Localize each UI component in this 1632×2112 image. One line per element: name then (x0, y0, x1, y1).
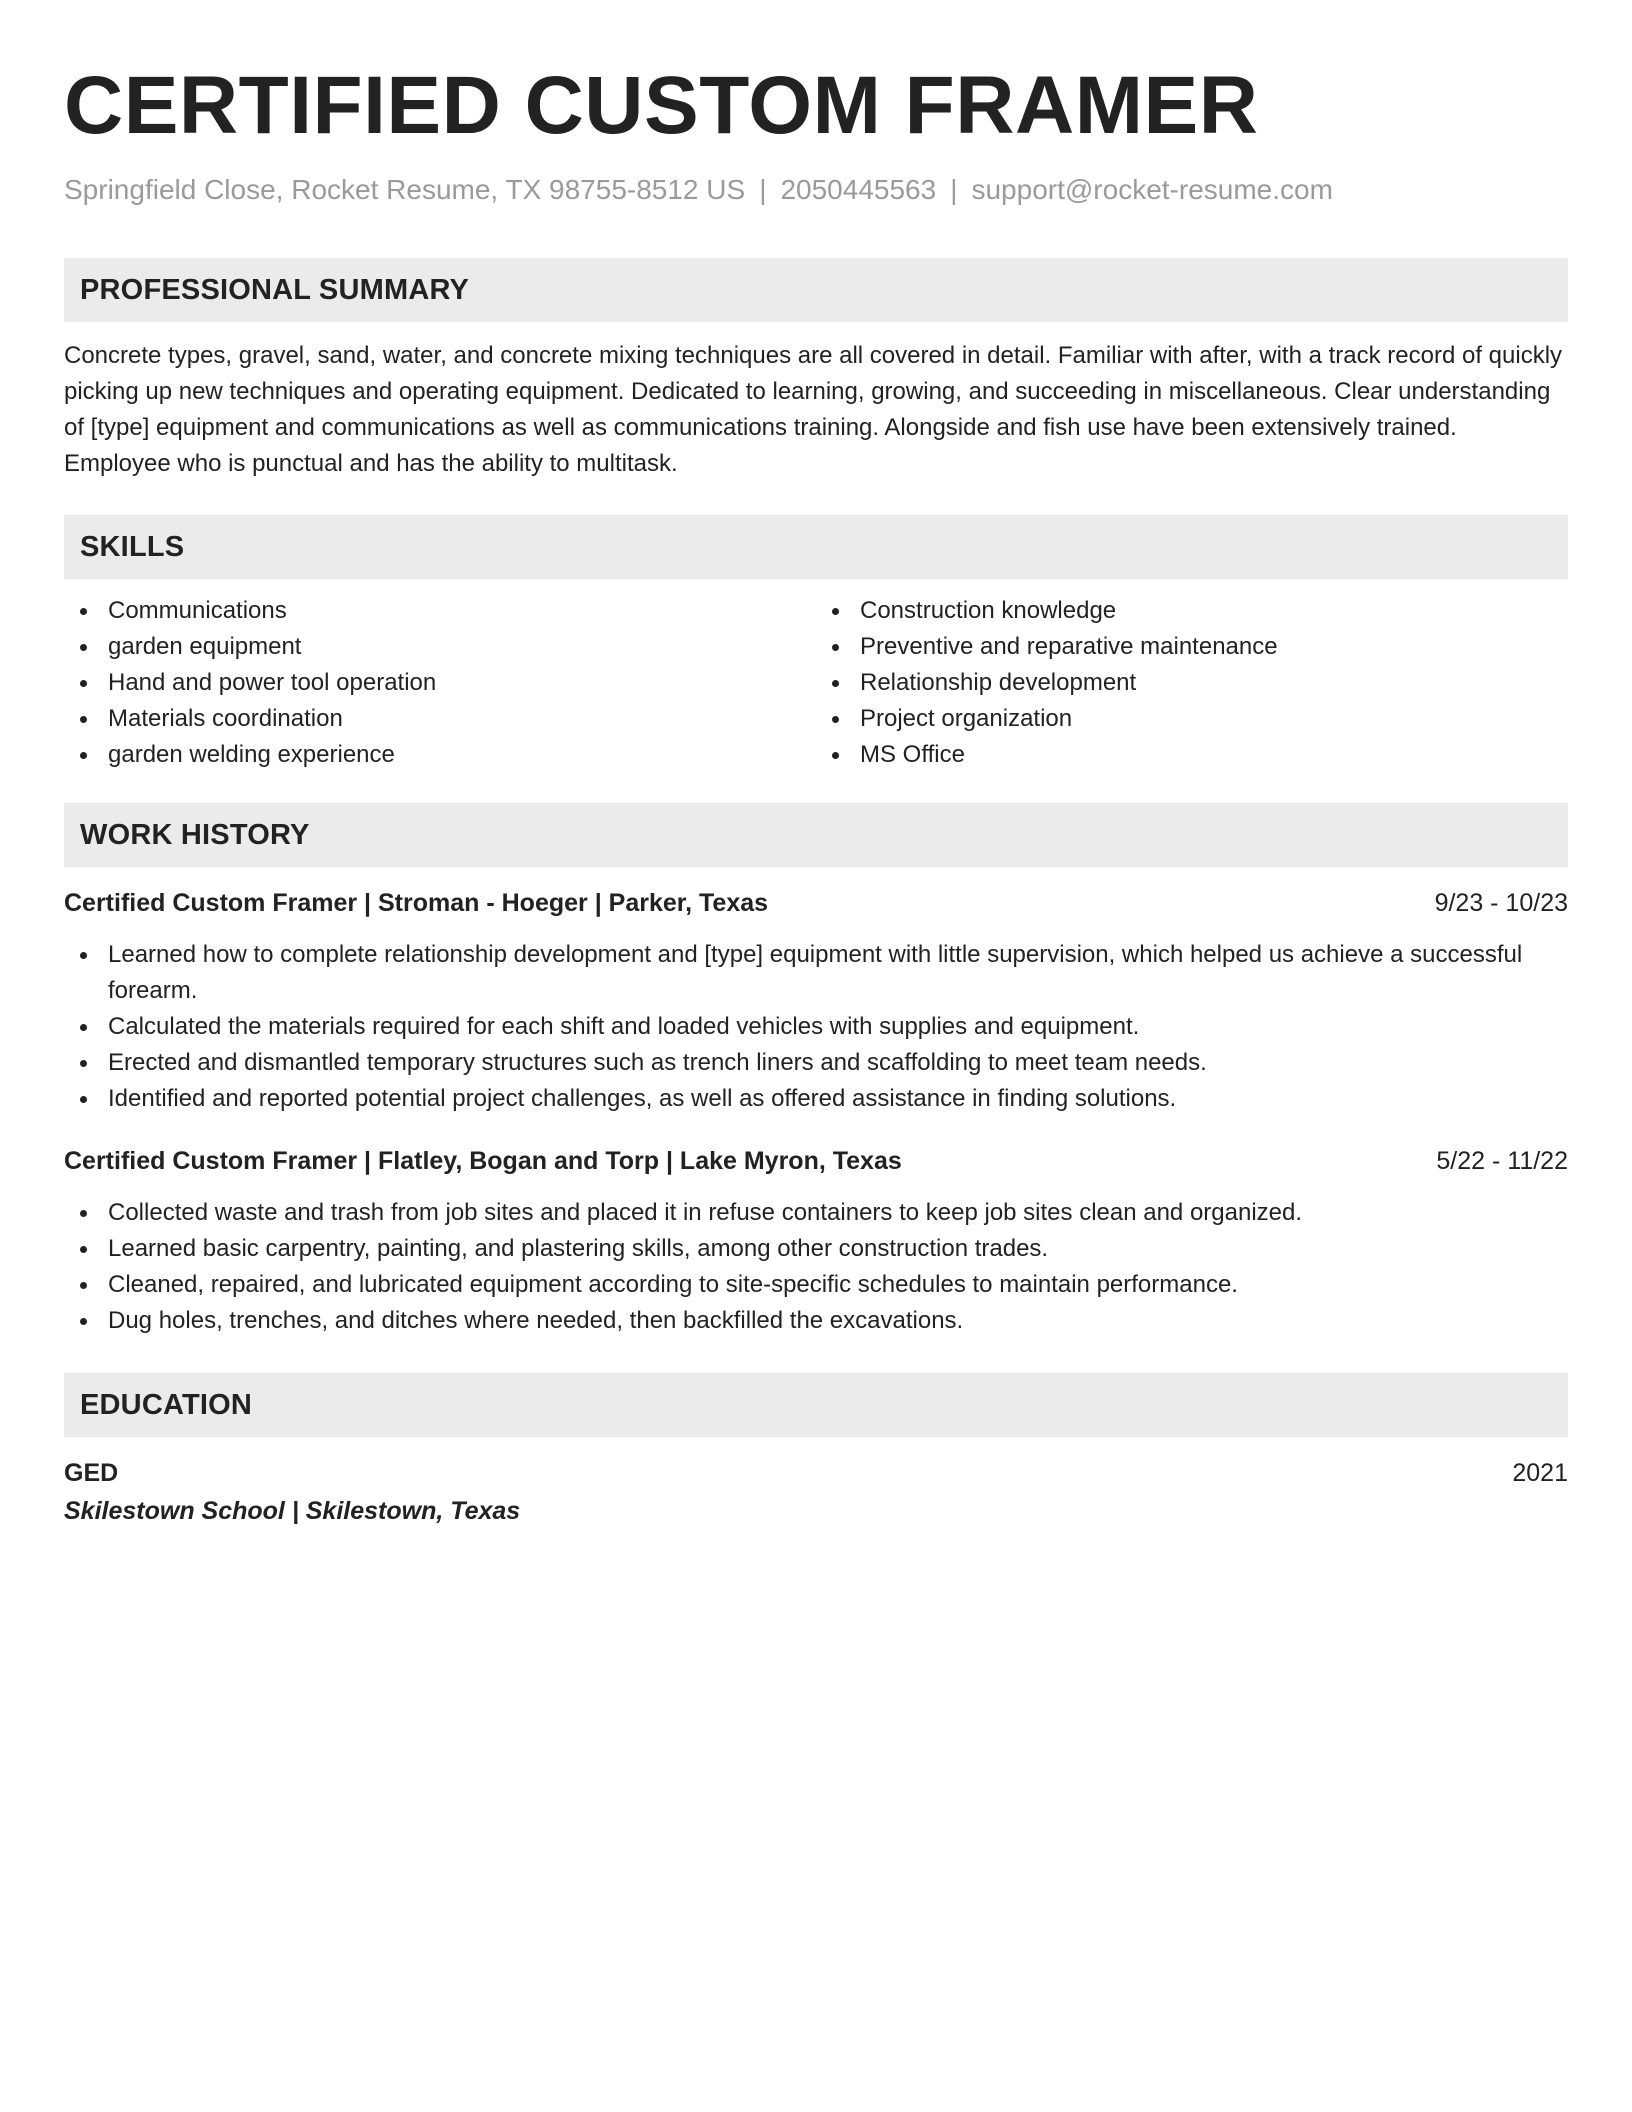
skills-column-left (64, 593, 816, 773)
job-bullet: Calculated the materials required for each shift and loaded vehicles with supplies and equipment. (64, 1009, 1568, 1045)
skill-item: Project organization (816, 701, 1568, 737)
skills-column-right (816, 593, 1568, 773)
contact-phone: 2050445563 (780, 174, 937, 205)
job-bullet: Collected waste and trash from job sites and placed it in refuse containers to keep job sites clean and organized. (64, 1195, 1568, 1231)
job-bullet: Erected and dismantled temporary structures such as trench liners and scaffolding to meet team needs. (64, 1045, 1568, 1081)
contact-separator: | (759, 174, 767, 205)
job-header (64, 885, 1568, 921)
contact-separator: | (950, 174, 958, 205)
education-degree: GED (64, 1459, 119, 1487)
job-title: Certified Custom Framer | Flatley, Bogan and Torp | Lake Myron, Texas (64, 1147, 902, 1175)
skill-item: Communications (64, 593, 816, 629)
skill-item: Preventive and reparative maintenance (816, 629, 1568, 665)
skill-item: garden welding experience (64, 737, 816, 773)
education-header (64, 1455, 1568, 1491)
section-heading-education: EDUCATION (64, 1373, 1568, 1437)
contact-address: Springfield Close, Rocket Resume, TX 98755-8512 US (64, 174, 746, 205)
job-entry (64, 1143, 1568, 1339)
job-entry (64, 885, 1568, 1117)
skill-item: garden equipment (64, 629, 816, 665)
education-year: 2021 (1512, 1459, 1568, 1487)
job-bullet: Dug holes, trenches, and ditches where needed, then backfilled the excavations. (64, 1303, 1568, 1339)
job-bullet: Identified and reported potential project challenges, as well as offered assistance in finding solutions. (64, 1081, 1568, 1117)
section-heading-skills: SKILLS (64, 515, 1568, 579)
job-bullet: Learned how to complete relationship development and [type] equipment with little supervision, which helped us achieve a successful forearm. (64, 937, 1568, 1009)
contact-line (64, 172, 1568, 208)
skill-item: Relationship development (816, 665, 1568, 701)
skills-list (64, 593, 1568, 773)
skill-item: MS Office (816, 737, 1568, 773)
job-title: Certified Custom Framer | Stroman - Hoeger | Parker, Texas (64, 889, 769, 917)
education-school: Skilestown School | Skilestown, Texas (64, 1497, 521, 1525)
job-header (64, 1143, 1568, 1179)
job-bullets (64, 1195, 1568, 1339)
job-bullet: Learned basic carpentry, painting, and plastering skills, among other construction trades. (64, 1231, 1568, 1267)
section-heading-summary: PROFESSIONAL SUMMARY (64, 258, 1568, 322)
contact-email: support@rocket-resume.com (971, 174, 1333, 205)
section-heading-work-history: WORK HISTORY (64, 803, 1568, 867)
job-bullets (64, 937, 1568, 1117)
skill-item: Materials coordination (64, 701, 816, 737)
job-dates: 5/22 - 11/22 (1436, 1147, 1568, 1175)
candidate-name: CERTIFIED CUSTOM FRAMER (64, 60, 1259, 151)
job-bullet: Cleaned, repaired, and lubricated equipment according to site-specific schedules to maintain performance. (64, 1267, 1568, 1303)
job-dates: 9/23 - 10/23 (1434, 889, 1568, 917)
skill-item: Construction knowledge (816, 593, 1568, 629)
skill-item: Hand and power tool operation (64, 665, 816, 701)
summary-text: Concrete types, gravel, sand, water, and concrete mixing techniques are all covered in detail. Familiar with after, with a track record of quickly picking up new techniques and operating equipment. Dedicated to learning, growing, and succeeding in miscellaneous. Clear understanding of [type] equipment and communications as well as communications training. Alongside and fish use have been extensively trained. Employee who is punctual and has the ability to multitask. (64, 342, 1563, 477)
